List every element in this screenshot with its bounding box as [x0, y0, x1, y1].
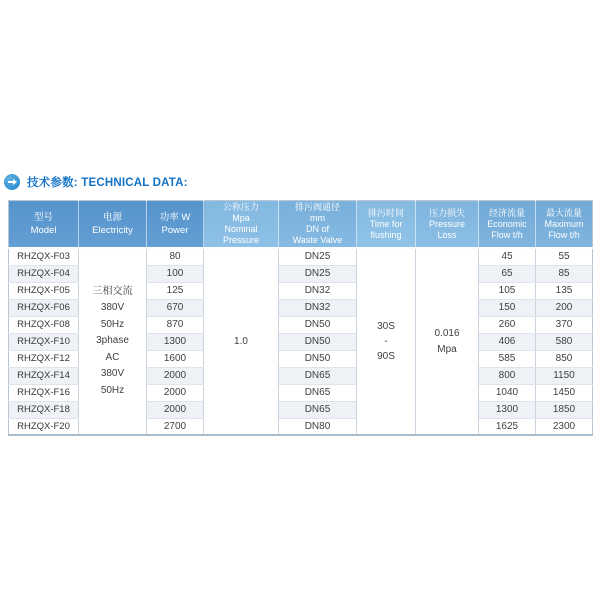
model-cell: RHZQX-F18: [9, 401, 79, 418]
model-cell: RHZQX-F16: [9, 384, 79, 401]
power-cell: 2000: [147, 384, 204, 401]
model-cell: RHZQX-F14: [9, 367, 79, 384]
maximum-flow-cell: 2300: [536, 418, 593, 435]
economic-flow-cell: 150: [479, 299, 536, 316]
power-cell: 670: [147, 299, 204, 316]
nominal-pressure-cell: 1.0: [204, 248, 279, 435]
model-cell: RHZQX-F08: [9, 316, 79, 333]
economic-flow-cell: 1300: [479, 401, 536, 418]
col-header-flushing-time: 排污时间 Time for flushing: [357, 201, 416, 249]
dn-cell: DN65: [279, 384, 357, 401]
maximum-flow-cell: 135: [536, 282, 593, 299]
economic-flow-cell: 1625: [479, 418, 536, 435]
technical-data-table-wrap: [8, 200, 592, 436]
dn-cell: DN25: [279, 248, 357, 265]
dn-cell: DN65: [279, 401, 357, 418]
model-cell: RHZQX-F03: [9, 248, 79, 265]
col-header-waste-valve: 排污阀通径 mm DN of Waste Valve: [279, 201, 357, 249]
technical-data-table: [8, 200, 593, 436]
maximum-flow-cell: 1850: [536, 401, 593, 418]
power-cell: 100: [147, 265, 204, 282]
model-cell: RHZQX-F20: [9, 418, 79, 435]
maximum-flow-cell: 580: [536, 333, 593, 350]
col-header-model: 型号 Model: [9, 201, 79, 249]
power-cell: 1300: [147, 333, 204, 350]
economic-flow-cell: 585: [479, 350, 536, 367]
model-cell: RHZQX-F06: [9, 299, 79, 316]
power-cell: 1600: [147, 350, 204, 367]
power-cell: 2000: [147, 401, 204, 418]
maximum-flow-cell: 370: [536, 316, 593, 333]
maximum-flow-cell: 85: [536, 265, 593, 282]
dn-cell: DN50: [279, 333, 357, 350]
table-row: [9, 248, 593, 265]
col-header-maximum-flow: 最大流量 Maximum Flow t/h: [536, 201, 593, 249]
section-title: 技术参数: TECHNICAL DATA:: [27, 177, 188, 189]
col-header-nominal-pressure: 公称压力 Mpa Nominal Pressure: [204, 201, 279, 249]
model-cell: RHZQX-F12: [9, 350, 79, 367]
dn-cell: DN80: [279, 418, 357, 435]
arrow-glyph: [8, 179, 17, 185]
economic-flow-cell: 45: [479, 248, 536, 265]
electricity-cell: 三相交流 380V 50Hz 3phase AC 380V 50Hz: [79, 248, 147, 435]
model-cell: RHZQX-F10: [9, 333, 79, 350]
economic-flow-cell: 105: [479, 282, 536, 299]
col-header-power: 功率 W Power: [147, 201, 204, 249]
maximum-flow-cell: 200: [536, 299, 593, 316]
pressure-loss-cell: 0.016 Mpa: [416, 248, 479, 435]
col-header-electricity: 电源 Electricity: [79, 201, 147, 249]
dn-cell: DN50: [279, 350, 357, 367]
dn-cell: DN32: [279, 282, 357, 299]
economic-flow-cell: 800: [479, 367, 536, 384]
power-cell: 2000: [147, 367, 204, 384]
col-header-pressure-loss: 压力损失 Pressure Loss: [416, 201, 479, 249]
section-header: [4, 174, 188, 190]
maximum-flow-cell: 850: [536, 350, 593, 367]
dn-cell: DN25: [279, 265, 357, 282]
dn-cell: DN32: [279, 299, 357, 316]
economic-flow-cell: 406: [479, 333, 536, 350]
col-header-economic-flow: 经济流量 Economic Flow t/h: [479, 201, 536, 249]
flushing-time-cell: 30S - 90S: [357, 248, 416, 435]
table-body: [9, 248, 593, 435]
power-cell: 2700: [147, 418, 204, 435]
power-cell: 870: [147, 316, 204, 333]
model-cell: RHZQX-F05: [9, 282, 79, 299]
maximum-flow-cell: 1150: [536, 367, 593, 384]
power-cell: 80: [147, 248, 204, 265]
arrow-icon: [4, 174, 20, 190]
economic-flow-cell: 1040: [479, 384, 536, 401]
maximum-flow-cell: 55: [536, 248, 593, 265]
economic-flow-cell: 65: [479, 265, 536, 282]
economic-flow-cell: 260: [479, 316, 536, 333]
table-header: [9, 201, 593, 249]
model-cell: RHZQX-F04: [9, 265, 79, 282]
maximum-flow-cell: 1450: [536, 384, 593, 401]
dn-cell: DN50: [279, 316, 357, 333]
dn-cell: DN65: [279, 367, 357, 384]
power-cell: 125: [147, 282, 204, 299]
